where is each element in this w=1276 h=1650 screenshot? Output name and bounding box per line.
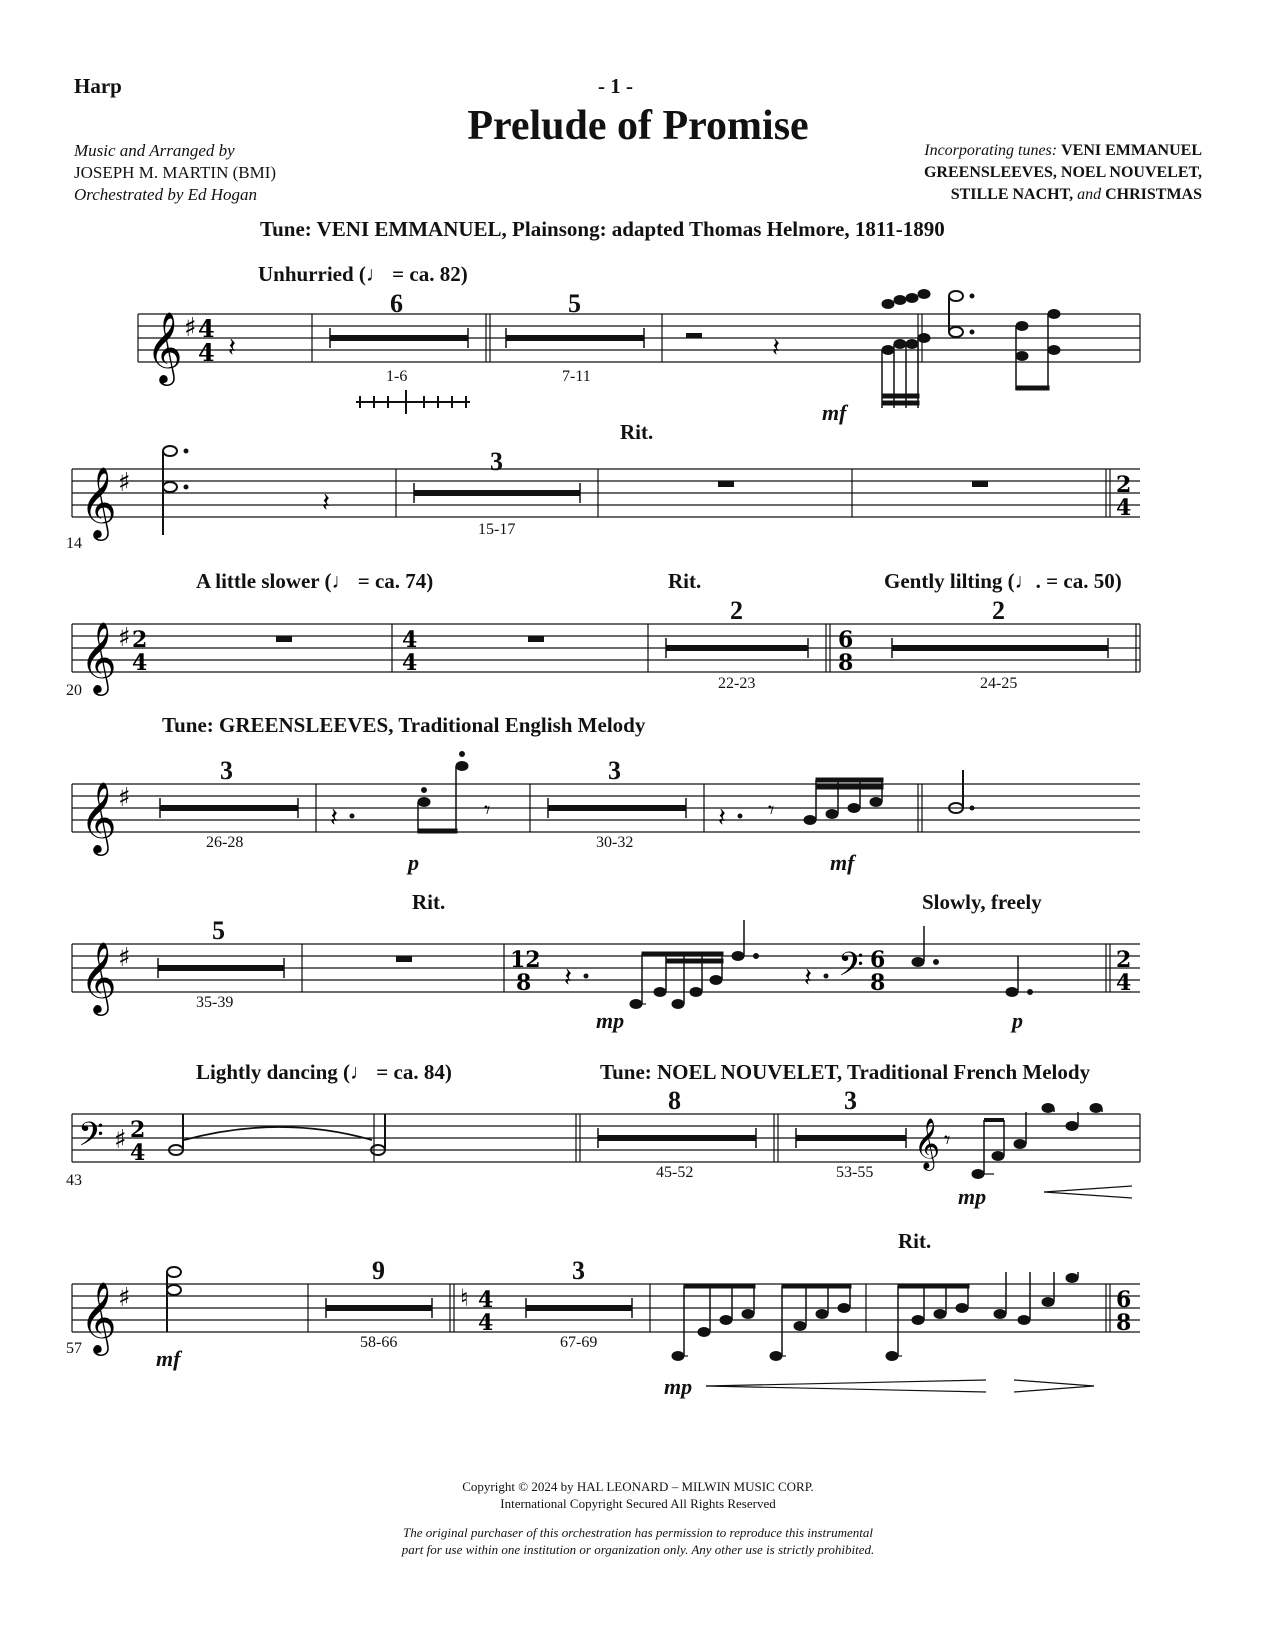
notice-line-1: The original purchaser of this orchestration has permission to reproduce this instrumental xyxy=(402,1525,874,1540)
copyright-line-2: International Copyright Secured All Rights Reserved xyxy=(500,1496,776,1511)
dynamic-mf: mf xyxy=(830,850,855,875)
svg-text:4: 4 xyxy=(1116,495,1132,521)
svg-text:12: 12 xyxy=(510,947,541,973)
quarter-rest-icon: 𝄽 xyxy=(322,488,330,518)
multimeasure-rest xyxy=(796,1135,906,1141)
whole-rest-icon xyxy=(276,636,292,642)
notice-line-2: part for use within one institution or organization only. Any other use is strictly prohibited. xyxy=(401,1542,875,1557)
staff-system-6 xyxy=(0,1090,1276,1210)
treble-clef-icon: 𝄞 xyxy=(80,465,117,538)
sixteenth-note-group xyxy=(882,290,930,409)
svg-text:8: 8 xyxy=(838,650,854,676)
sharp-icon: ♯ xyxy=(184,313,197,343)
tempo-a-little-slower: A little slower (♩ = ca. 74) xyxy=(196,569,434,593)
svg-text:4: 4 xyxy=(478,1310,494,1336)
svg-text:2: 2 xyxy=(130,1117,146,1143)
quarter-rest-icon: 𝄽 xyxy=(564,963,572,993)
rest-range: 26-28 xyxy=(206,834,244,851)
dynamic-p: p xyxy=(1012,1008,1023,1033)
rest-count: 2 xyxy=(730,596,743,625)
quarter-rest-icon: 𝄽 xyxy=(772,333,780,363)
whole-rest-icon xyxy=(396,956,412,962)
staff-system-1 xyxy=(0,290,1276,410)
sharp-icon: ♯ xyxy=(118,1283,131,1313)
cue-rhythm-marks xyxy=(356,390,470,414)
rit-marking: Rit. xyxy=(412,890,446,914)
rit-marking: Rit. xyxy=(620,420,654,444)
tune-label-greensleeves: Tune: GREENSLEEVES, Traditional English Melody xyxy=(162,713,646,737)
svg-text:4: 4 xyxy=(198,338,215,367)
measure-number: 43 xyxy=(66,1172,82,1189)
eighth-rest-icon: 𝄾 xyxy=(944,1126,951,1154)
eighth-rest-icon: 𝄾 xyxy=(484,796,491,824)
rest-range: 22-23 xyxy=(718,675,756,692)
instrument-name: Harp xyxy=(74,74,122,98)
eighth-rest-icon: 𝄾 xyxy=(768,796,775,824)
tempo-unhurried: Unhurried (♩ = ca. 82) xyxy=(258,262,468,286)
sharp-icon: ♯ xyxy=(118,623,131,653)
rest-range: 30-32 xyxy=(596,834,634,851)
dynamic-mp: mp xyxy=(958,1184,987,1209)
multimeasure-rest xyxy=(326,1305,432,1311)
credits-block xyxy=(74,140,276,206)
sixteenth-note-group xyxy=(804,778,883,825)
quarter-rest-icon: 𝄽 xyxy=(330,803,338,833)
svg-text:8: 8 xyxy=(1116,1310,1132,1336)
multimeasure-rest xyxy=(666,645,808,651)
piece-title: Prelude of Promise xyxy=(467,103,809,149)
whole-rest-icon xyxy=(972,481,988,487)
tied-half-notes xyxy=(169,1114,385,1155)
rest-range: 35-39 xyxy=(196,994,234,1011)
staff-system-3 xyxy=(0,600,1276,700)
svg-text:6: 6 xyxy=(838,627,854,653)
half-note-chord xyxy=(167,1267,181,1332)
dotted-quarter-note xyxy=(912,926,939,967)
eighth-note-pair xyxy=(418,752,468,834)
rest-count: 6 xyxy=(390,289,403,318)
rest-range: 1-6 xyxy=(386,368,408,385)
copyright-line-1: Copyright © 2024 by HAL LEONARD – MILWIN MUSIC CORP. xyxy=(462,1479,814,1494)
tempo-gently-lilting: Gently lilting (♩. = ca. 50) xyxy=(884,569,1122,593)
staff-system-7 xyxy=(0,1260,1276,1400)
svg-text:4: 4 xyxy=(132,650,148,676)
rest-count: 5 xyxy=(212,916,225,945)
quarter-rest-icon: 𝄽 xyxy=(228,333,236,363)
treble-clef-icon: 𝄞 xyxy=(80,1280,117,1353)
multimeasure-rest xyxy=(598,1135,756,1141)
tunes-prefix: Incorporating tunes: xyxy=(924,142,1058,159)
page-number: - 1 - xyxy=(598,74,633,98)
svg-text:4: 4 xyxy=(402,627,418,653)
tempo-slowly-freely: Slowly, freely xyxy=(922,890,1042,914)
copyright-block xyxy=(0,1478,1276,1512)
tune-label-veni: Tune: VENI EMMANUEL, Plainsong: adapted Thomas Helmore, 1811-1890 xyxy=(260,217,945,241)
dynamic-hairpins xyxy=(706,1380,1094,1392)
svg-text:4: 4 xyxy=(1116,970,1132,996)
rest-range: 24-25 xyxy=(980,675,1018,692)
quarter-rest-icon: 𝄽 xyxy=(804,963,812,993)
staff-system-4 xyxy=(0,760,1276,860)
credit-line-2: JOSEPH M. MARTIN (BMI) xyxy=(74,163,277,182)
svg-text:2: 2 xyxy=(1116,947,1132,973)
tune-label-noel: Tune: NOEL NOUVELET, Traditional French Melody xyxy=(600,1060,1091,1084)
svg-text:4: 4 xyxy=(198,314,215,343)
dynamic-mp: mp xyxy=(596,1008,625,1033)
measure-number: 14 xyxy=(66,535,82,552)
multimeasure-rest xyxy=(158,965,284,971)
rest-count: 8 xyxy=(668,1086,681,1115)
credit-line-1: Music and Arranged by xyxy=(74,141,235,160)
treble-clef-icon: 𝄞 xyxy=(80,620,117,693)
rest-range: 15-17 xyxy=(478,521,516,538)
eighth-note-run xyxy=(672,1272,1078,1361)
rest-range: 67-69 xyxy=(560,1334,598,1351)
dynamic-mf: mf xyxy=(822,400,847,425)
rest-range: 58-66 xyxy=(360,1334,398,1351)
staff-system-2 xyxy=(0,445,1276,545)
rest-count: 2 xyxy=(992,596,1005,625)
svg-text:4: 4 xyxy=(130,1140,146,1166)
bass-clef-icon: 𝄢 xyxy=(838,946,864,992)
svg-text:2: 2 xyxy=(132,627,148,653)
multimeasure-rest xyxy=(892,645,1108,651)
rest-count: 3 xyxy=(220,756,233,785)
dotted-quarter-note xyxy=(1006,956,1033,997)
rest-range: 53-55 xyxy=(836,1164,874,1181)
tune-stille: STILLE NACHT, xyxy=(950,186,1074,203)
dynamic-p: p xyxy=(408,850,419,875)
tempo-lightly-dancing: Lightly dancing (♩ = ca. 84) xyxy=(196,1060,452,1084)
half-rest-icon xyxy=(686,333,702,338)
rest-count: 5 xyxy=(568,289,581,318)
dotted-half-chord xyxy=(163,446,177,535)
treble-clef-icon: 𝄞 xyxy=(80,780,117,853)
multimeasure-rest xyxy=(526,1305,632,1311)
tune-list-2: GREENSLEEVES, NOEL NOUVELET, xyxy=(923,164,1202,181)
multimeasure-rest xyxy=(548,805,686,811)
dotted-quarter-note xyxy=(732,920,759,961)
staff-system-5 xyxy=(0,920,1276,1020)
svg-text:6: 6 xyxy=(1116,1287,1132,1313)
rest-range: 7-11 xyxy=(562,368,591,385)
whole-rest-icon xyxy=(528,636,544,642)
dynamic-mf: mf xyxy=(156,1346,181,1371)
rit-marking: Rit. xyxy=(898,1229,932,1253)
svg-text:4: 4 xyxy=(402,650,418,676)
sharp-icon: ♯ xyxy=(118,468,131,498)
multimeasure-rest xyxy=(160,805,298,811)
bass-clef-icon: 𝄢 xyxy=(78,1116,104,1162)
rest-count: 3 xyxy=(572,1256,585,1285)
multimeasure-rest xyxy=(414,490,580,496)
svg-text:6: 6 xyxy=(870,947,886,973)
tunes-and: and xyxy=(1077,186,1102,203)
treble-clef-icon: 𝄞 xyxy=(80,940,117,1013)
crescendo-hairpin xyxy=(1044,1186,1132,1198)
license-notice xyxy=(0,1524,1276,1558)
treble-clef-icon: 𝄞 xyxy=(914,1118,941,1169)
credit-line-3: Orchestrated by Ed Hogan xyxy=(74,185,258,204)
sharp-icon: ♯ xyxy=(114,1125,127,1155)
multimeasure-rest xyxy=(330,335,468,341)
tunes-block xyxy=(924,140,1202,206)
multimeasure-rest xyxy=(506,335,644,341)
measure-number: 57 xyxy=(66,1340,82,1357)
dotted-half-note xyxy=(949,770,963,813)
quarter-rest-icon: 𝄽 xyxy=(718,803,726,833)
rest-count: 9 xyxy=(372,1256,385,1285)
svg-text:2: 2 xyxy=(1116,472,1132,498)
whole-rest-icon xyxy=(718,481,734,487)
svg-text:8: 8 xyxy=(870,970,886,996)
rest-count: 3 xyxy=(608,756,621,785)
tune-veni: VENI EMMANUEL xyxy=(1061,142,1202,159)
sharp-icon: ♯ xyxy=(118,783,131,813)
svg-text:8: 8 xyxy=(516,970,532,996)
rest-count: 3 xyxy=(844,1086,857,1115)
rest-count: 3 xyxy=(490,447,503,476)
svg-text:4: 4 xyxy=(478,1287,494,1313)
treble-clef-icon: 𝄞 xyxy=(146,310,183,383)
dynamic-mp: mp xyxy=(664,1374,693,1399)
sixteenth-note-group xyxy=(972,1104,1102,1179)
rit-marking: Rit. xyxy=(668,569,702,593)
rest-range: 45-52 xyxy=(656,1164,694,1181)
sharp-icon: ♯ xyxy=(118,943,131,973)
measure-number: 20 xyxy=(66,682,82,699)
tune-christmas: CHRISTMAS xyxy=(1105,186,1202,203)
natural-icon: ♮ xyxy=(460,1284,469,1312)
